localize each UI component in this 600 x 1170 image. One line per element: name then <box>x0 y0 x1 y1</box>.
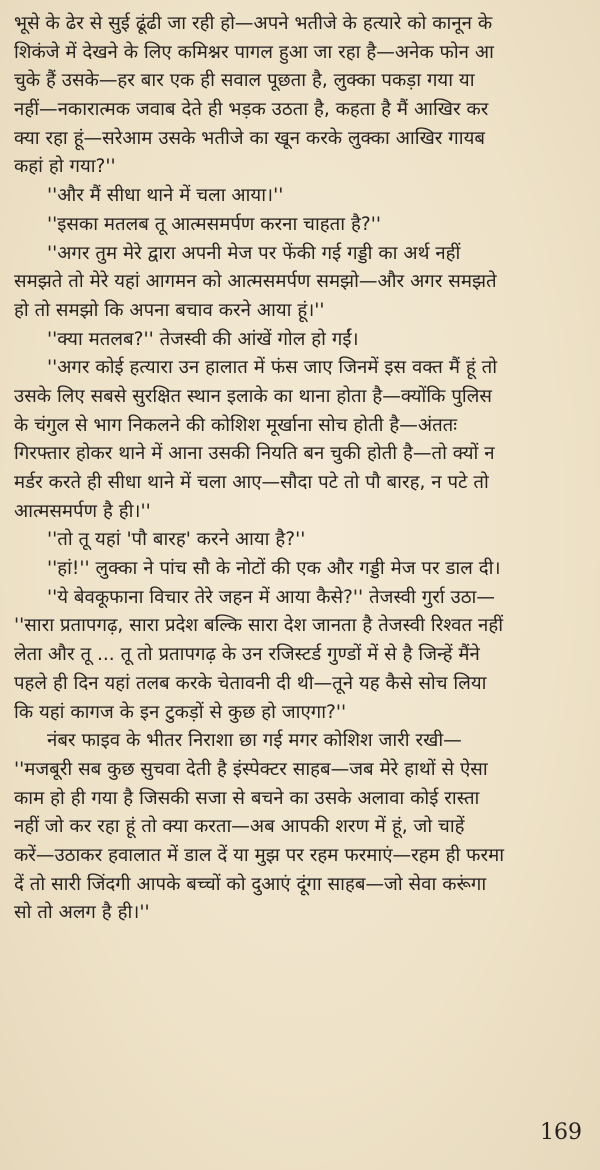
text-line: काम हो ही गया है जिसकी सजा से बचने का उसके अलावा कोई रास्ता <box>14 787 480 809</box>
text-line: नहीं—नकारात्मक जवाब देते ही भड़क उठता है, कहता है मैं आखिर कर <box>14 99 489 121</box>
text-line: गिरफ्तार होकर थाने में आना उसकी नियति बन चुकी होती है—तो क्यों न <box>14 443 495 465</box>
text-line: दें तो सारी जिंदगी आपके बच्चों को दुआएं दूंगा साहब—जो सेवा करूंगा <box>14 873 487 895</box>
text-line: शिकंजे में देखने के लिए कमिश्नर पागल हुआ जा रहा है—अनेक फोन आ <box>14 41 494 63</box>
text-line: लेता और तू ... तू तो प्रतापगढ़ के उन रजिस्टर्ड गुण्डों में से है जिन्हें मैंने <box>14 644 480 666</box>
text-line: आत्मसमर्पण है ही।'' <box>14 500 151 522</box>
text-line: ''अगर कोई हत्यारा उन हालात में फंस जाए जिनमें इस वक्त मैं हूं तो <box>47 357 498 379</box>
text-line: कहां हो गया?'' <box>14 156 116 178</box>
body-text <box>14 10 590 928</box>
text-line: ''ये बेवकूफाना विचार तेरे जहन में आया कैसे?'' तेजस्वी गुर्रा उठा— <box>47 586 495 608</box>
text-line: चुके हैं उसके—हर बार एक ही सवाल पूछता है, लुक्का पकड़ा गया या <box>14 70 475 92</box>
text-line: ''और मैं सीधा थाने में चला आया।'' <box>47 185 284 207</box>
text-line: करें—उठाकर हवालात में डाल दें या मुझ पर रहम फरमाएं—रहम ही फरमा <box>14 844 505 866</box>
text-line: ''मजबूरी सब कुछ सुचवा देती है इंस्पेक्टर साहब—जब मेरे हाथों से ऐसा <box>14 758 488 780</box>
text-line: के चंगुल से भाग निकलने की कोशिश मूर्खाना सोच होती है—अंततः <box>14 414 458 436</box>
text-line: सो तो अलग है ही।'' <box>14 902 150 924</box>
text-line: क्या रहा हूं—सरेआम उसके भतीजे का खून करके लुक्का आखिर गायब <box>14 127 485 149</box>
text-line: ''अगर तुम मेरे द्वारा अपनी मेज पर फेंकी गई गड्डी का अर्थ नहीं <box>47 242 461 264</box>
text-line: कि यहां कागज के इन टुकड़ों से कुछ हो जाएगा?'' <box>14 701 347 723</box>
text-line: ''इसका मतलब तू आत्मसमर्पण करना चाहता है?'' <box>47 213 381 235</box>
text-line: ''हां!'' लुक्का ने पांच सौ के नोटों की एक और गड्डी मेज पर डाल दी। <box>47 558 501 580</box>
text-line: भूसे के ढेर से सुई ढूंढी जा रही हो—अपने भतीजे के हत्यारे को कानून के <box>14 13 493 34</box>
text-line: ''सारा प्रतापगढ़, सारा प्रदेश बल्कि सारा देश जानता है तेजस्वी रिश्वत नहीं <box>14 615 504 637</box>
text-line: नंबर फाइव के भीतर निराशा छा गई मगर कोशिश जारी रखी— <box>47 730 462 752</box>
text-line: पहले ही दिन यहां तलब करके चेतावनी दी थी—तूने यह कैसे सोच लिया <box>14 672 487 694</box>
text-line: समझते तो मेरे यहां आगमन को आत्मसमर्पण समझो—और अगर समझते <box>14 271 497 293</box>
page-number: 169 <box>540 1120 582 1145</box>
text-line: मर्डर करते ही सीधा थाने में चला आए—सौदा पटे तो पौ बारह, न पटे तो <box>14 472 489 493</box>
text-line: ''तो तू यहां 'पौ बारह' करने आया है?'' <box>47 529 306 551</box>
text-line: हो तो समझो कि अपना बचाव करने आया हूं।'' <box>14 299 325 321</box>
text-line: नहीं जो कर रहा हूं तो क्या करता—अब आपकी शरण में हूं, जो चाहें <box>14 816 465 838</box>
text-line: उसके लिए सबसे सुरक्षित स्थान इलाके का थाना होता है—क्योंकि पुलिस <box>14 385 492 407</box>
text-line: ''क्या मतलब?'' तेजस्वी की आंखें गोल हो गईं। <box>47 328 359 350</box>
